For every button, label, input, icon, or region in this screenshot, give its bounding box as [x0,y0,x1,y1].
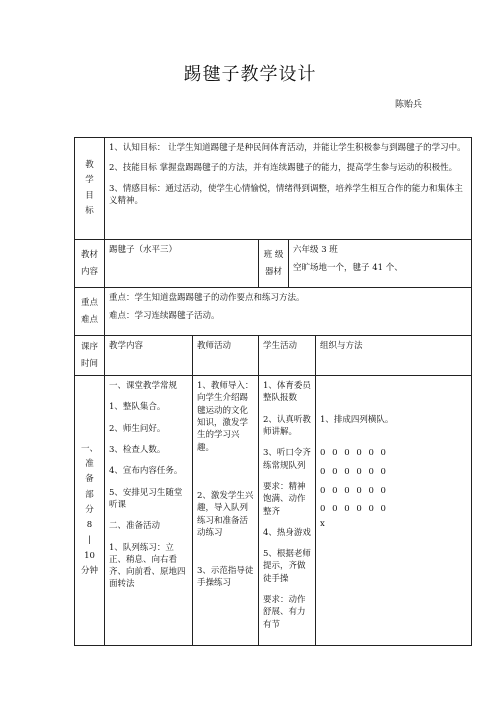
document-title: 踢毽子教学设计 [183,64,317,85]
key-point: 重点：学生知道盘踢踢毽子的动作要点和练习方法。 [109,293,305,303]
list-item: 5、根据老师提示，齐做徒手操 [263,549,311,584]
class-value: 六年级 3 班 [293,245,338,255]
lesson-plan-table [74,137,472,646]
list-item: 1、教师导入：向学生介绍踢毽运动的文化知识，激发学生的学习兴趣。 [197,381,254,453]
list-item: 2、认真听教师讲解。 [263,414,311,437]
author-name: 陈贻兵 [395,100,423,110]
goals-row [75,138,472,240]
list-item: 要求：精神饱满、动作整齐 [263,481,306,517]
header-order: 课序时间 [75,336,105,376]
prep-student [259,376,316,646]
focus-row [75,288,472,336]
content-value: 踢毽子（水平三） [105,240,259,288]
goals-content [105,138,472,240]
header-content: 教学内容 [105,336,193,376]
class-equipment-value [289,240,472,288]
list-item: 1、整队集合。 [109,402,166,413]
list-item: 2、师生问好。 [109,423,166,434]
equipment-value: 空旷场地一个，毽子 41 个、 [293,263,403,274]
list-item: 2、激发学生兴趣，导入队列练习和准备活动练习 [197,490,254,538]
list-item: 4、热身游戏 [263,527,311,538]
formation-row: 0 0 0 0 0 0 [320,467,388,477]
list-item: 要求：动作舒展、有力有节 [263,595,306,630]
list-item: 1、队列练习：立正、稍息、向右看齐、向前看、原地四面转法 [109,542,186,590]
header-method: 组织与方法 [316,336,472,376]
focus-content [105,288,472,336]
content-label: 教材内容 [75,240,105,288]
prep-method [316,376,472,646]
focus-label: 重点难点 [75,288,105,336]
formation-teacher-mark: x [320,519,327,530]
list-item: 3、听口令齐练常规队列 [263,448,311,471]
formation-row: 0 0 0 0 0 0 [320,448,388,459]
formation-text: 1、排成四列横队。 [320,415,394,425]
goal-skill: 2、技能目标 掌握盘踢踢毽子的方法，并有连续踢毽子的能力，提高学生参与运动的积极性。 [109,163,458,174]
class-equipment-label: 班 级 器材 [259,240,289,288]
header-row [75,336,472,376]
goal-cognitive: 1、认知目标： 让学生知道踢毽子是种民间体育活动，并能让学生积极参与到踢毽子的学习中。 [109,143,466,153]
list-item: 3、检查人数。 [109,444,166,455]
formation-row: 0 0 0 0 0 0 [320,485,388,496]
header-teacher: 教师活动 [193,336,259,376]
header-student: 学生活动 [259,336,316,376]
list-item: 5、安排见习生随堂听课 [109,487,183,510]
formation-row: 0 0 0 0 0 0 [320,504,388,515]
list-item: 二、准备活动 [109,521,161,532]
list-item: 3、示范指导徒手操练习 [197,566,254,589]
prep-content [105,376,193,646]
prep-section-row [75,376,472,646]
goal-emotion: 3、情感目标：通过活动，使学生心情愉悦，情绪得到调整，培养学生相互合作的能力和集体主义精神。 [109,183,463,206]
goals-label: 教 学 目 标 [75,138,105,240]
list-item: 4、宣布内容任务。 [109,466,183,477]
content-row [75,240,472,288]
difficulty: 难点：学习连续踢毽子活动。 [109,311,220,322]
list-item: 1、体育委员整队报数 [263,381,311,404]
prep-teacher [193,376,259,646]
list-item: 一、课堂教学常规 [109,381,178,391]
prep-section-label: 一、 准 备 部 分 8 | 10 分钟 [75,376,105,646]
